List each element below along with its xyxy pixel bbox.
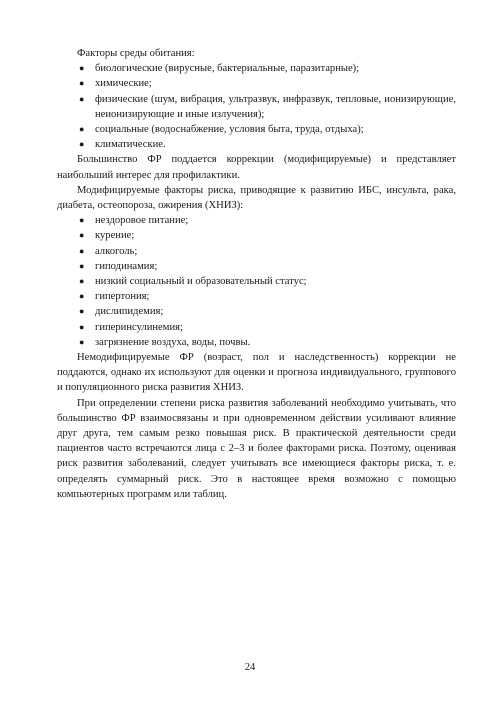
list-item: ● дислипидемия;: [57, 304, 456, 319]
bullet-icon: ●: [79, 124, 85, 135]
list-item: ● социальные (водоснабжение, условия быта, труда, отдыха);: [57, 122, 456, 137]
list-item: ● гиподинамия;: [57, 259, 456, 274]
list-item: ● низкий социальный и образовательный статус;: [57, 274, 456, 289]
list-item: ● гипертония;: [57, 289, 456, 304]
correctable-paragraph: Большинство ФР поддается коррекции (модифицируемые) и представляет наибольший интерес для профилактики.: [57, 154, 456, 181]
list-item: ● биологические (вирусные, бактериальные, паразитарные);: [57, 61, 456, 76]
modifiable-factors-list: [57, 213, 456, 350]
list-item: ● климатические.: [57, 137, 456, 152]
list-item: ● загрязнение воздуха, воды, почвы.: [57, 335, 456, 350]
bullet-icon: ●: [79, 306, 85, 317]
bullet-icon: ●: [79, 276, 85, 287]
bullet-icon: ●: [79, 291, 85, 302]
bullet-icon: ●: [79, 93, 85, 104]
list-item: ● физические (шум, вибрация, ультразвук, инфразвук, тепловые, ионизирующие, неионизирующие и иные излучения);: [79, 93, 456, 120]
list-item: ● гиперинсулинемия;: [57, 320, 456, 335]
page-number: 24: [244, 662, 256, 673]
bullet-icon: ●: [79, 245, 85, 256]
list-item: ● курение;: [57, 228, 456, 243]
modifiable-factors-heading: Модифицируемые факторы риска, приводящие к развитию ИБС, инсульта, рака, диабета, остеопороза, ожирения (ХНИЗ):: [57, 184, 456, 212]
risk-assessment-paragraph: При определении степени риска развития заболеваний необходимо учитывать, что большинство ФР взаимосвязаны и при одновременном действии усиливают влияние друг друга, тем самым резко повышая риск. В практической деятельности среди пациентов часто встречаются лица с 2–3 и более факторами риска. Поэтому, оценивая риск развития заболеваний, следует учитывать все имеющиеся факторы риска, т. е. определять суммарный риск. Это в настоящее время возможно с помощью компьютерных программ или таблиц.: [57, 397, 456, 500]
bullet-icon: ●: [79, 139, 85, 150]
environment-factors-list: [57, 61, 456, 152]
bullet-icon: ●: [79, 260, 85, 271]
page-content: [57, 46, 456, 502]
bullet-icon: ●: [79, 230, 85, 241]
bullet-icon: ●: [79, 215, 85, 226]
list-item: ● алкоголь;: [57, 244, 456, 259]
list-item: ● химические;: [57, 76, 456, 91]
bullet-icon: ●: [79, 321, 85, 332]
bullet-icon: ●: [79, 336, 85, 347]
bullet-icon: ●: [79, 78, 85, 89]
nonmodifiable-paragraph: Немодифицируемые ФР (возраст, пол и наследственность) коррекции не поддаются, однако их используют для оценки и прогноза индивидуального, группового и популяционного риска развития ХНИЗ.: [57, 352, 456, 394]
environment-factors-heading: Факторы среды обитания:: [77, 48, 195, 59]
list-item: ● нездоровое питание;: [57, 213, 456, 228]
bullet-icon: ●: [79, 63, 85, 74]
